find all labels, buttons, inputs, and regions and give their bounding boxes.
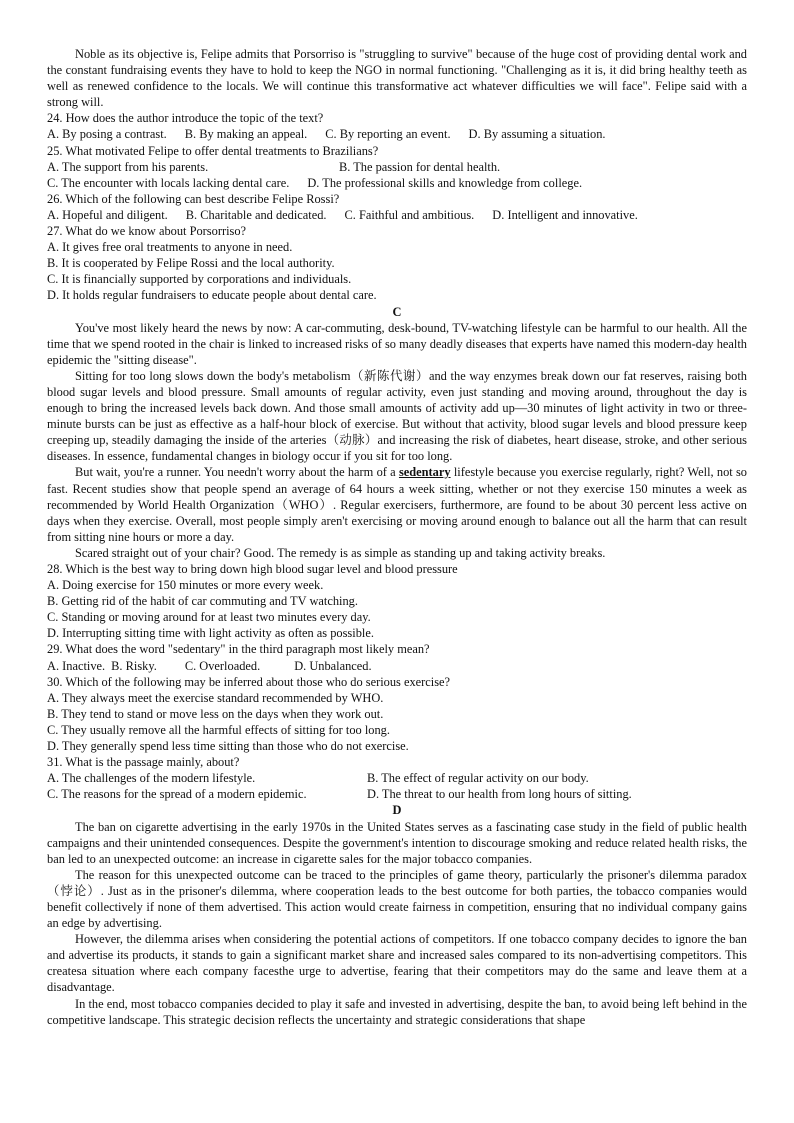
option-c[interactable]: C. By reporting an event.: [325, 127, 451, 142]
question-28-stem: 28. Which is the best way to bring down high blood sugar level and blood pressure: [47, 562, 458, 576]
option-d[interactable]: D. Intelligent and innovative.: [492, 207, 638, 222]
option-d[interactable]: D. Unbalanced.: [294, 658, 372, 673]
option-c[interactable]: C. Standing or moving around for at least two minutes every day.: [47, 610, 371, 625]
option-a[interactable]: A. Doing exercise for 150 minutes or more every week.: [47, 578, 324, 593]
option-b[interactable]: B. The passion for dental health.: [339, 159, 501, 174]
option-b[interactable]: B. Risky.: [111, 658, 157, 673]
question-25-options-row-1: [47, 159, 747, 175]
option-c[interactable]: C. The reasons for the spread of a modern epidemic.: [47, 787, 307, 802]
option-d[interactable]: D. The professional skills and knowledge from college.: [307, 175, 583, 190]
option-c[interactable]: C. The encounter with locals lacking dental care.: [47, 175, 290, 190]
option-a[interactable]: A. The challenges of the modern lifestyle.: [47, 771, 256, 786]
question-29-options: [47, 658, 747, 674]
question-26-options: [47, 207, 747, 223]
passage-d-paragraph-2: The reason for this unexpected outcome can be traced to the principles of game theory, particularly the prisoner's dilemma paradox（悖论）. Just as in the prisoner's dilemma, where cooperation leads to the best outcome for both parties, the tobacco companies would benefit collectively if none of them advertised. This action would create fairness in competition, ensuring that no individual company gains an edge by advertising.: [47, 867, 747, 931]
question-25-stem: 25. What motivated Felipe to offer dental treatments to Brazilians?: [47, 143, 379, 158]
question-24-stem: 24. How does the author introduce the topic of the text?: [47, 111, 324, 126]
option-a[interactable]: A. Inactive.: [47, 658, 106, 673]
paragraph-3-text-end: lifestyle because you exercise regularly, right? Well, not so fast. Recent studies show that people spend an average of 64 hours a week sitting, whether or not they exercise 150 minutes a week as recommended by World Health Organization（WHO）. Regular exercisers, furthermore, are found to be about 30 percent less active on days when they exercise. Overall, most people simply aren't exercising or moving around enough to balance out all the harm that can result from sitting nine hours or more a day.: [47, 465, 748, 544]
question-24-options: [47, 126, 747, 142]
option-a[interactable]: A. It gives free oral treatments to anyone in need.: [47, 240, 293, 255]
passage-b-closing-paragraph: Noble as its objective is, Felipe admits that Porsorriso is "struggling to survive" because of the huge cost of providing dental work and the constant fundraising events they have to hold to keep the NGO in normal functioning. "Challenging as it is, it did bring healthy teeth as well as renewed confidence to the locals. We will continue this transformative act whatever difficulties we will face". Felipe said with a strong will.: [47, 47, 747, 110]
passage-d-paragraph-1: The ban on cigarette advertising in the early 1970s in the United States serves as a fascinating case study in the field of public health campaigns and their unintended consequences. Despite the government's intention to discourage smoking and reduce related health risks, the ban led to an unexpected outcome: an increase in cigarette sales for the major tobacco companies.: [47, 819, 747, 866]
paragraph-3-text-start: But wait, you're a runner. You needn't worry about the harm of a: [75, 465, 399, 480]
option-a[interactable]: A. Hopeful and diligent.: [47, 207, 168, 222]
question-25-options-row-2: [47, 175, 747, 191]
option-a[interactable]: A. The support from his parents.: [47, 159, 209, 174]
question-31-options-row-2: [47, 786, 747, 802]
option-d[interactable]: D. They generally spend less time sitting than those who do not exercise.: [47, 739, 409, 754]
option-b[interactable]: B. Getting rid of the habit of car commuting and TV watching.: [47, 594, 358, 609]
question-30-stem: 30. Which of the following may be inferred about those who do serious exercise?: [47, 674, 451, 689]
passage-d-paragraph-4: In the end, most tobacco companies decided to play it safe and invested in advertising, despite the ban, to avoid being left behind in the competitive landscape. This strategic decision reflects the uncertainty and strategic considerations that shape: [47, 996, 747, 1027]
question-26-stem: 26. Which of the following can best describe Felipe Rossi?: [47, 191, 340, 206]
question-31-options-row-1: [47, 770, 747, 786]
section-c-heading: C: [392, 304, 402, 319]
question-27-stem: 27. What do we know about Porsorriso?: [47, 224, 247, 239]
passage-d-paragraph-3: However, the dilemma arises when considering the potential actions of competitors. If one tobacco company decides to ignore the ban and advertise its products, it stands to gain a significant market share and increased sales compared to its non-advertising competitors. This createsa situation where each company facesthe urge to advertise, fearing that their competitors may do the same and leave them at a disadvantage.: [47, 932, 747, 995]
option-b[interactable]: B. They tend to stand or move less on the days when they work out.: [47, 706, 384, 721]
option-b[interactable]: B. It is cooperated by Felipe Rossi and the local authority.: [47, 256, 335, 271]
option-b[interactable]: B. Charitable and dedicated.: [185, 207, 327, 222]
option-c[interactable]: C. Faithful and ambitious.: [344, 207, 475, 222]
option-c[interactable]: C. It is financially supported by corporations and individuals.: [47, 272, 352, 287]
option-b[interactable]: B. The effect of regular activity on our body.: [367, 771, 589, 786]
option-a[interactable]: A. By posing a contrast.: [47, 127, 167, 142]
question-29-stem: 29. What does the word "sedentary" in the third paragraph most likely mean?: [47, 642, 430, 657]
question-31-stem: 31. What is the passage mainly, about?: [47, 755, 240, 770]
exam-page: [47, 46, 747, 1028]
passage-c-paragraph-3: [47, 464, 747, 544]
option-d[interactable]: D. By assuming a situation.: [468, 127, 606, 142]
section-d-heading: D: [392, 803, 402, 818]
keyword-sedentary: sedentary: [398, 465, 451, 480]
passage-c-paragraph-2: Sitting for too long slows down the body's metabolism（新陈代谢）and the way enzymes break down our fat reserves, raising both blood sugar levels and blood pressure. Small amounts of regular activity, even just standing and moving around, throughout the day is enough to bring the increased levels back down. And those small amounts of activity add up—30 minutes of light activity in two or three-minute bursts can be just as effective as a half-hour block of exercise. But without that activity, blood sugar levels and blood pressure keep creeping up, steadily damaging the inside of the arteries（动脉）and increasing the risk of diabetes, heart disease, stroke, and other serious diseases. In essence, fundamental changes in biology occur if you sit for too long.: [47, 368, 747, 464]
option-c[interactable]: C. They usually remove all the harmful effects of sitting for too long.: [47, 722, 390, 737]
passage-c-paragraph-1: You've most likely heard the news by now: A car-commuting, desk-bound, TV-watching lifestyle can be harmful to our health. All the time that we spend rooted in the chair is linked to increased risks of so many deadly diseases that experts have named this modern-day health epidemic the "sitting disease".: [47, 320, 747, 367]
option-c[interactable]: C. Overloaded.: [184, 658, 261, 673]
option-d[interactable]: D. It holds regular fundraisers to educate people about dental care.: [47, 288, 377, 303]
option-d[interactable]: D. The threat to our health from long hours of sitting.: [367, 787, 632, 802]
option-a[interactable]: A. They always meet the exercise standard recommended by WHO.: [47, 690, 384, 705]
option-d[interactable]: D. Interrupting sitting time with light activity as often as possible.: [47, 626, 374, 641]
option-b[interactable]: B. By making an appeal.: [184, 127, 308, 142]
passage-c-paragraph-4: Scared straight out of your chair? Good. The remedy is as simple as standing up and taking activity breaks.: [75, 545, 606, 560]
